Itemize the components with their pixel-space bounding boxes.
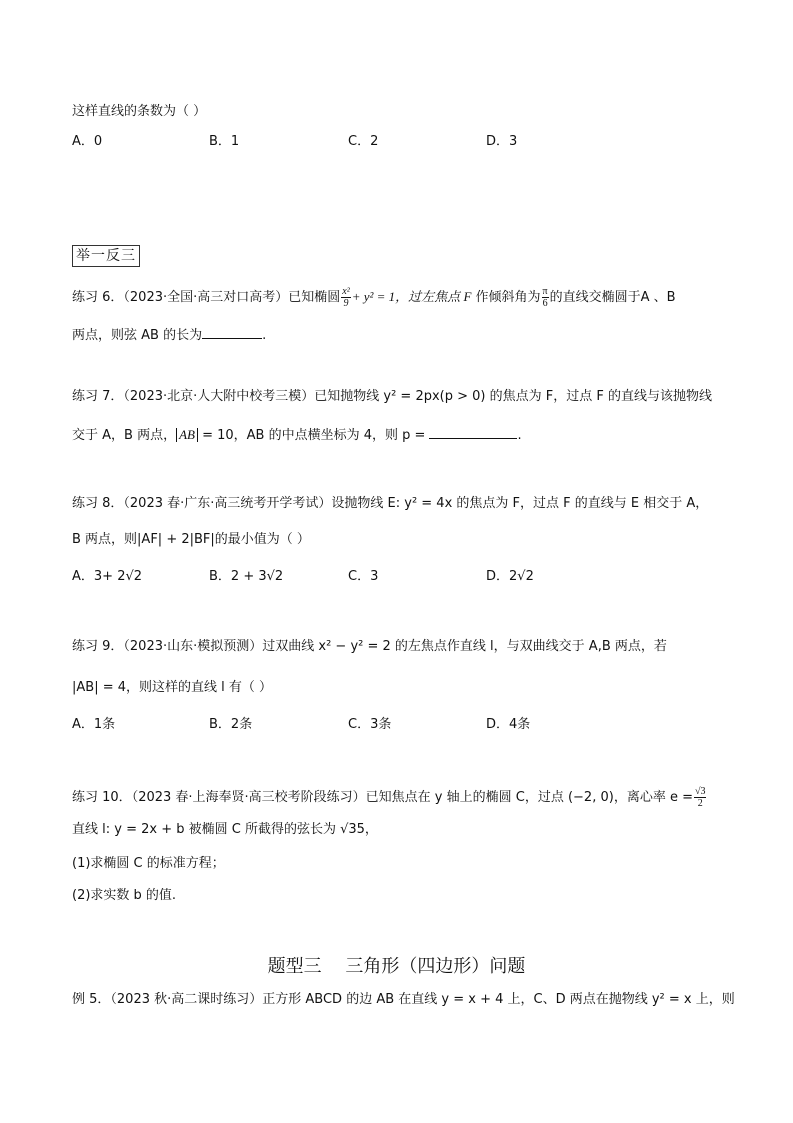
numerator: x² [342, 286, 350, 297]
denominator: 9 [343, 298, 349, 309]
text: 两点，则弦 AB 的长为 [72, 328, 203, 343]
option-b: B．2 + 3√2 [209, 569, 284, 584]
text: 交于 A，B 两点， [72, 428, 177, 443]
denominator: 2 [697, 798, 703, 809]
exercise-7-line-2 [72, 424, 522, 446]
numerator: √3 [694, 786, 706, 797]
text: 设抛物线 E: y² = 4x 的焦点为 F，过点 F 的直线与 E 相交于 A， [331, 496, 709, 511]
exercise-9-line-1 [72, 637, 667, 657]
exercise-source: （2023·北京·人大附中校考三模） [123, 389, 315, 404]
text: 已知椭圆 [288, 290, 341, 305]
option-a: A．0 [72, 134, 103, 149]
option-d: D．2√2 [486, 569, 534, 584]
option-a: A．1条 [72, 717, 116, 732]
exercise-8-line-2: B 两点，则|AF| + 2|BF|的最小值为（ ） [72, 532, 310, 547]
exercise-source: （2023 春·广东·高三统考开学考试） [123, 496, 332, 511]
exercise-source: （2023 春·上海奉贤·高三校考阶段练习） [131, 790, 366, 805]
exercise-source: （2023·山东·模拟预测） [123, 639, 263, 654]
text: 正方形 ABCD 的边 AB 在直线 y = x + 4 上，C、D 两点在抛物线 y² = x 上，则 [262, 992, 735, 1007]
exercise-source: （2023·全国·高三对口高考） [123, 290, 289, 305]
option-d: D．3 [486, 134, 518, 149]
answer-blank [429, 424, 517, 439]
text: 的直线交椭圆于A 、B [549, 290, 676, 305]
exercise-10-line-1 [72, 786, 707, 809]
text: 已知焦点在 y 轴上的椭圆 C，过点 (−2, 0)，离心率 e = [365, 790, 693, 805]
exercise-label: 练习 7． [72, 389, 124, 404]
example-source: （2023 秋·高二课时练习） [110, 992, 263, 1007]
exercise-6-line-1 [72, 286, 676, 309]
option-c: C．3条 [348, 717, 392, 732]
section-tag: 举一反三 [72, 245, 140, 267]
denominator: 6 [542, 298, 548, 309]
example-label: 例 5． [72, 992, 111, 1007]
option-c: C．2 [348, 134, 379, 149]
math-var: F [463, 289, 472, 304]
exercise-6-line-2 [72, 324, 266, 346]
exercise-7-line-1 [72, 387, 712, 407]
absolute-value: AB [176, 428, 198, 442]
exercise-8-line-1 [72, 494, 708, 514]
text: + y² = 1，过左焦点 [351, 289, 464, 304]
option-d: D．4条 [486, 717, 531, 732]
text: 已知抛物线 y² = 2px(p > 0) 的焦点为 F，过点 F 的直线与该抛物线 [314, 389, 712, 404]
numerator: π [542, 286, 548, 297]
fraction [341, 286, 350, 309]
exercise-10-sub-1: (1)求椭圆 C 的标准方程； [72, 856, 225, 871]
example-5-line-1 [72, 990, 735, 1010]
text: 作倾斜角为 [471, 290, 541, 305]
exercise-10-line-2: 直线 l: y = 2x + b 被椭圆 C 所截得的弦长为 √35， [72, 822, 378, 837]
exercise-10-sub-2: (2)求实数 b 的值. [72, 888, 177, 903]
exercise-9-line-2: |AB| = 4，则这样的直线 l 有（ ） [72, 680, 273, 695]
option-a: A．3+ 2√2 [72, 569, 143, 584]
option-b: B．2条 [209, 717, 253, 732]
exercise-label: 练习 6． [72, 290, 124, 305]
text: . [517, 428, 522, 443]
question-stem: 这样直线的条数为（ ） [72, 104, 207, 119]
text: 过双曲线 x² − y² = 2 的左焦点作直线 l，与双曲线交于 A,B 两点，若 [262, 639, 667, 654]
option-c: C．3 [348, 569, 379, 584]
exercise-label: 练习 8． [72, 496, 124, 511]
answer-blank [202, 324, 262, 339]
exercise-label: 练习 9． [72, 639, 124, 654]
section-heading: 题型三 三角形（四边形）问题 [267, 956, 526, 977]
text: = 10，AB 的中点横坐标为 4，则 p = [197, 428, 426, 443]
text: . [262, 328, 267, 343]
option-b: B．1 [209, 134, 240, 149]
fraction [694, 786, 707, 809]
fraction [542, 286, 549, 309]
exercise-label: 练习 10． [72, 790, 132, 805]
